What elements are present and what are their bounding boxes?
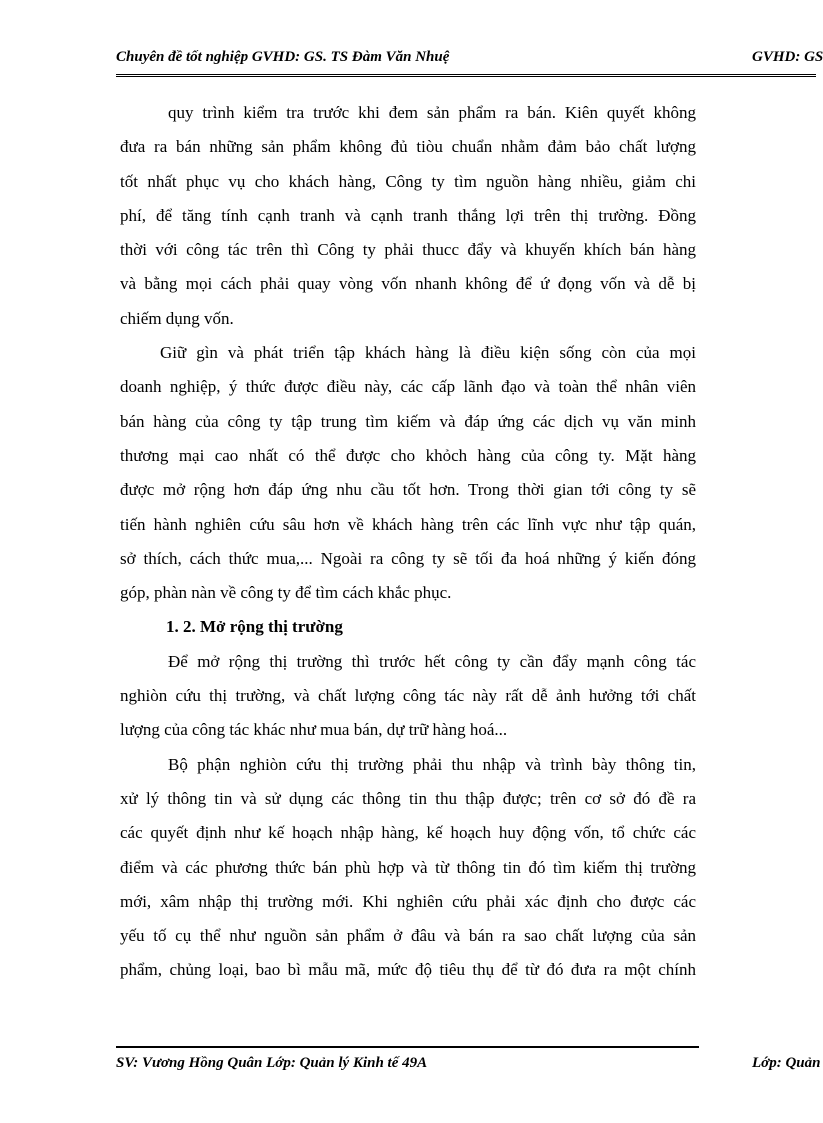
text-line: điểm và các phương thức bán phù hợp và từ thông tin đó tìm kiếm thị trường	[120, 857, 696, 877]
text-line: sở thích, cách thức mua,... Ngoài ra công ty sẽ tối đa hoá những ý kiến đóng	[120, 548, 696, 568]
text-line: mới, xâm nhập thị trường mới. Khi nghiên cứu phải xác định cho được các	[120, 891, 696, 911]
footer-rule	[116, 1046, 699, 1048]
text-line: quy trình kiểm tra trước khi đem sản phẩm ra bán. Kiên quyết không	[168, 103, 696, 122]
footer-left-text: SV: Vương Hồng Quân Lớp: Quản lý Kinh tế 49A	[116, 1055, 428, 1071]
text-line: tiến hành nghiên cứu sâu hơn về khách hàng trên các lĩnh vực như tập quán,	[120, 514, 696, 534]
text-line: góp, phàn nàn về công ty để tìm cách khắc phục.	[120, 583, 452, 603]
text-line: lượng của công tác khác như mua bán, dự trữ hàng hoá...	[120, 720, 508, 740]
paragraph-3	[120, 645, 696, 748]
text-line: các quyết định như kế hoạch nhập hàng, kế hoạch huy động vốn, tổ chức các	[120, 823, 696, 843]
text-line: xử lý thông tin và sử dụng các thông tin thu thập được; trên cơ sở đó đề ra	[120, 788, 696, 808]
text-line: phẩm, chủng loại, bao bì mẫu mã, mức độ tiêu thụ để từ đó đưa ra một chính	[120, 960, 696, 980]
text-line: và bằng mọi cách phải quay vòng vốn nhanh không để ứ đọng vốn và dễ bị	[120, 274, 696, 294]
text-line: thời với công tác trên thì Công ty phải thucc đẩy và khuyến khích bán hàng	[120, 240, 696, 260]
text-line: Giữ gìn và phát triển tập khách hàng là điều kiện sống còn của mọi	[160, 343, 696, 363]
text-line: yếu tố cụ thể như nguồn sản phẩm ở đâu và bán ra sao chất lượng của sản	[120, 926, 696, 946]
text-line: Để mở rộng thị trường thì trước hết công ty cần đẩy mạnh công tác	[168, 651, 696, 671]
header-right-text: GVHD: GS	[752, 49, 823, 65]
paragraph-4	[120, 748, 696, 988]
text-line: chiếm dụng vốn.	[120, 308, 234, 328]
header-rule	[116, 74, 816, 77]
text-line: phí, để tăng tính cạnh tranh và cạnh tranh thắng lợi trên thị trường. Đồng	[120, 205, 696, 225]
paragraph-2	[120, 336, 696, 610]
text-line: thương mại cao nhất có thể được cho khỏch hàng của công ty. Mặt hàng	[120, 445, 696, 465]
text-line: Bộ phận nghiòn cứu thị trường phải thu nhập và trình bày thông tin,	[168, 754, 696, 774]
text-line: nghiòn cứu thị trường, và chất lượng công tác này rất dễ ảnh hưởng tới chất	[120, 686, 696, 706]
section-heading: 1. 2. Mở rộng thị trường	[166, 617, 343, 637]
text-line: bán hàng của công ty tập trung tìm kiếm và đáp ứng các dịch vụ văn minh	[120, 411, 696, 431]
document-body	[120, 96, 696, 988]
text-line: tốt nhất phục vụ cho khách hàng, Công ty tìm nguồn hàng nhiều, giảm chi	[120, 171, 696, 191]
text-line: doanh nghiệp, ý thức được điều này, các cấp lãnh đạo và toàn thể nhân viên	[120, 377, 696, 397]
text-line: đưa ra bán những sản phẩm không đủ tiòu chuẩn nhằm đảm bảo chất lượng	[120, 137, 696, 157]
paragraph-1	[120, 96, 696, 336]
text-line: được mở rộng hơn đáp ứng nhu cầu tốt hơn. Trong thời gian tới công ty sẽ	[120, 480, 696, 500]
page-header	[116, 46, 823, 68]
footer-right-text: Lớp: Quản	[752, 1055, 821, 1071]
page-footer	[116, 1052, 821, 1076]
header-left-text: Chuyên đề tốt nghiệp GVHD: GS. TS Đàm Văn Nhuệ	[116, 49, 450, 65]
